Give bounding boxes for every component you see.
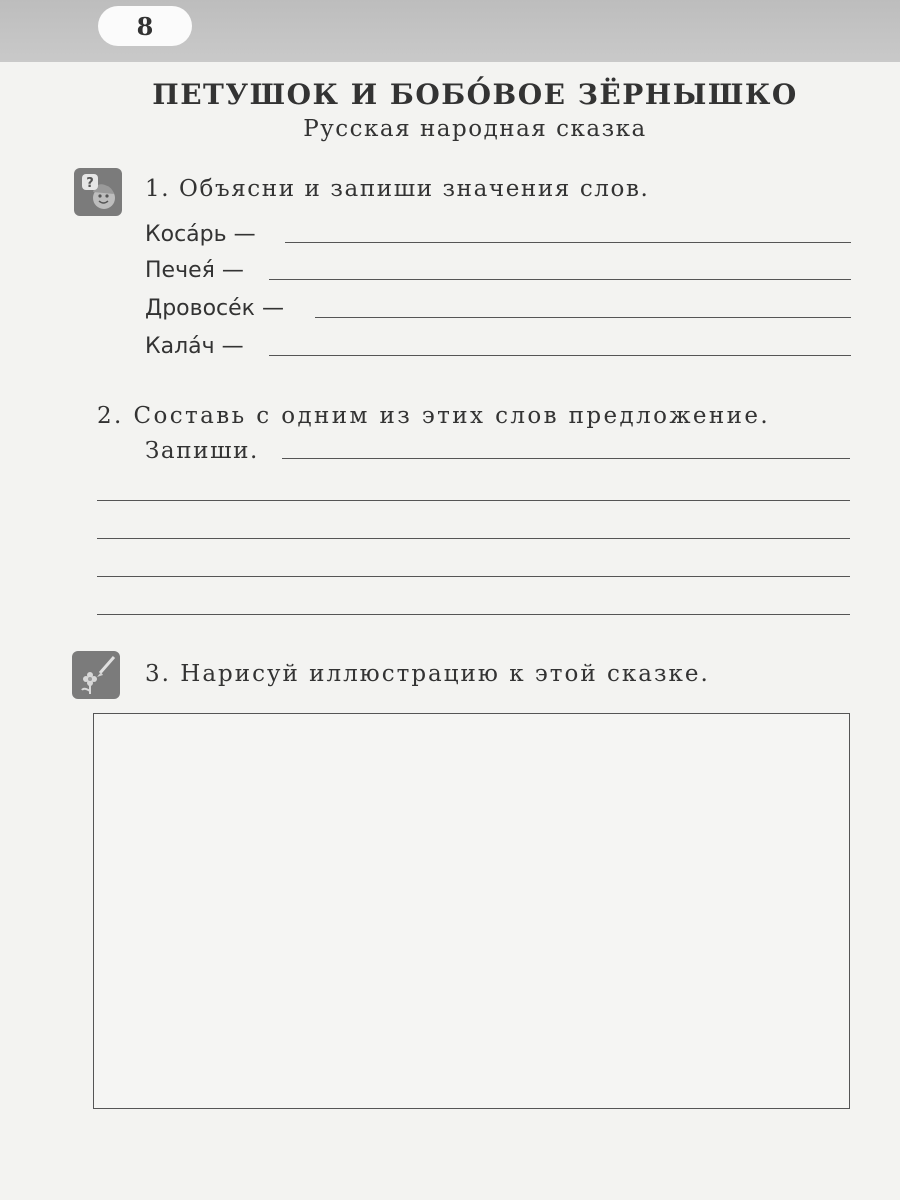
svg-text:?: ?	[86, 176, 94, 191]
answer-line[interactable]	[269, 279, 851, 280]
word-row-kalach	[145, 334, 851, 364]
word-row-drovosek	[145, 296, 851, 326]
answer-line[interactable]	[97, 614, 850, 615]
drawing-area[interactable]	[93, 713, 850, 1109]
answer-line[interactable]	[269, 355, 851, 356]
answer-line[interactable]	[97, 538, 850, 539]
answer-line[interactable]	[285, 242, 851, 243]
page-subtitle: Русская народная сказка	[303, 116, 647, 142]
answer-line[interactable]	[97, 576, 850, 577]
word-label: Дровосе́к —	[145, 296, 284, 321]
task2-instruction-cont: Запиши.	[145, 438, 259, 464]
answer-line[interactable]	[315, 317, 851, 318]
word-label: Коса́рь —	[145, 222, 256, 247]
word-label: Печея́ —	[145, 258, 244, 283]
task3-instruction: 3. Нарисуй иллюстрацию к этой сказке.	[145, 661, 710, 687]
paint-brush-flower-icon	[72, 651, 120, 699]
page-title: ПЕТУШОК И БОБО́ВОЕ ЗЁРНЫШКО	[152, 78, 798, 111]
answer-line[interactable]	[282, 458, 850, 459]
task2-instruction: 2. Составь с одним из этих слов предложение.	[97, 403, 771, 429]
word-label: Кала́ч —	[145, 334, 244, 359]
page-number: 8	[98, 6, 192, 46]
word-row-kosar	[145, 222, 851, 252]
question-child-icon	[74, 168, 122, 216]
word-row-pecheya	[145, 258, 851, 288]
answer-line[interactable]	[97, 500, 850, 501]
task1-instruction: 1. Объясни и запиши значения слов.	[145, 176, 650, 202]
